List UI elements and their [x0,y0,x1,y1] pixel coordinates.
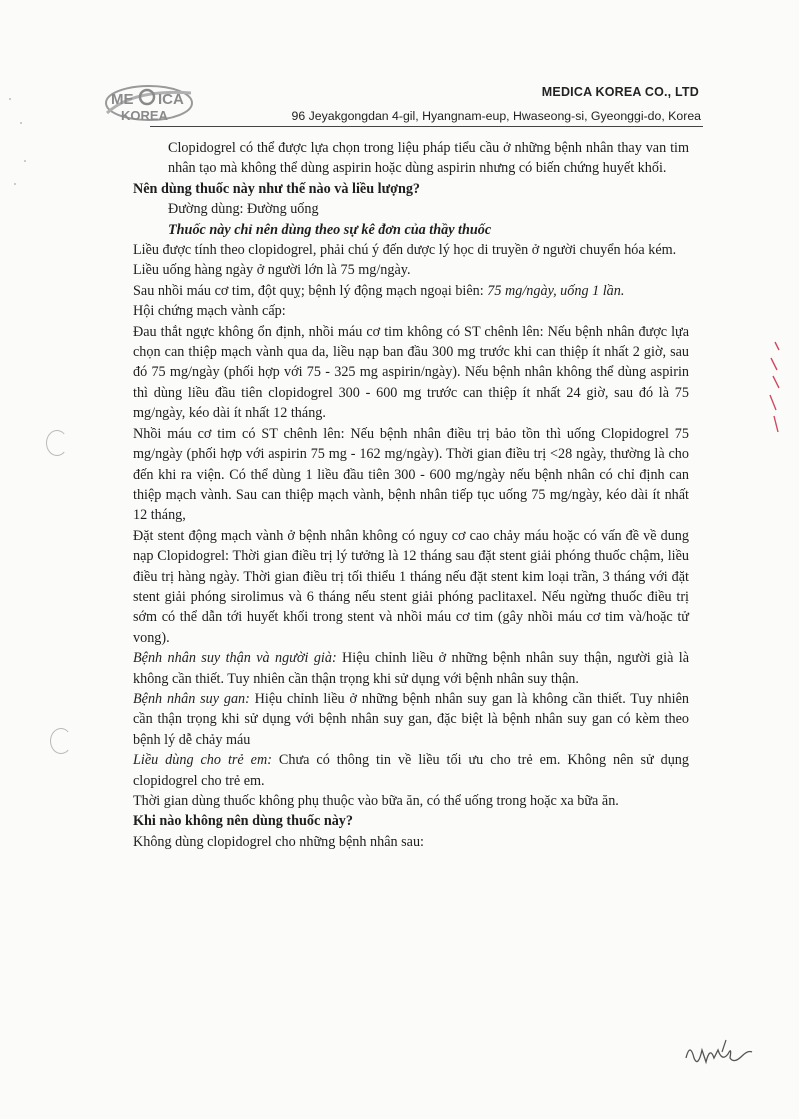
letterhead [0,0,799,130]
company-address: 96 Jeyakgongdan 4-gil, Hyangnam-eup, Hwaseong-si, Gyeonggi-do, Korea [291,109,701,123]
section-heading: Khi nào không nên dùng thuốc này? [133,813,353,830]
italic-run: Bệnh nhân suy thận và người già: [133,650,337,667]
punch-hole [46,430,68,456]
paragraph [133,750,689,791]
scan-speck [9,98,11,100]
company-name: MEDICA KOREA CO., LTD [541,85,699,99]
svg-text:ICA: ICA [158,91,184,108]
stamp-edge-mark [767,340,783,435]
scan-speck [24,160,26,162]
italic-run: Bệnh nhân suy gan: [133,690,250,707]
handwritten-initials [682,1028,754,1072]
paragraph: Nhồi máu cơ tim có ST chênh lên: Nếu bệnh nhân điều trị bảo tồn thì uống Clopidogrel 75 mg/ngày (phối hợp với aspirin 75 mg - 162 mg/ngày). Thời gian điều trị <28 ngày, thường là cho đến khi ra viện. Có thể dùng 1 liều đầu tiên 300 - 600 mg/ngày nếu bệnh nhân có chỉ định can thiệp mạch vành. Sau can thiệp mạch vành, bệnh nhân tiếp tục uống 75 mg/ngày, kéo dài ít nhất 12 tháng, [133,425,689,524]
prescription-note: Thuốc này chỉ nên dùng theo sự kê đơn của thầy thuốc [168,221,492,238]
paragraph: Đau thắt ngực không ổn định, nhồi máu cơ tim không có ST chênh lên: Nếu bệnh nhân được lựa chọn can thiệp mạch vành qua da, liều nạp ban đầu 300 mg trước khi can thiệp ít nhất 2 giờ, sau đó 75 mg/ngày (phối hợp với 75 - 325 mg aspirin/ngày). Nếu bệnh nhân không thể dùng aspirin thì dùng liều đầu tiên clopidogrel 300 - 600 mg trước can thiệp ít nhất 24 giờ, sau đó là 75 mg/ngày, kéo dài ít nhất 12 tháng. [133,323,689,422]
text-run: Hiệu chỉnh liều ở những bệnh nhân suy gan là không cần thiết. Tuy nhiên cần thận trọng khi sử dụng với bệnh nhân suy gan, đặc biệt là bệnh nhân suy gan có kèm theo bệnh lý dễ chảy máu [133,690,689,748]
paragraph [133,648,689,689]
section-heading: Nên dùng thuốc này như thế nào và liều lượng? [133,180,421,197]
paragraph: Clopidogrel có thể được lựa chọn trong liệu pháp tiểu cầu ở những bệnh nhân thay van tim nhân tạo mà không thể dùng aspirin hoặc dùng aspirin nhưng có biến chứng huyết khối. [168,140,689,177]
svg-text:KOREA: KOREA [121,108,168,123]
header-divider [150,126,703,127]
paragraph: Đặt stent động mạch vành ở bệnh nhân không có nguy cơ cao chảy máu hoặc có vấn đề về dung nạp Clopidogrel: Thời gian điều trị lý tưởng là 12 tháng sau đặt stent giải phóng thuốc chậm, liều điều trị hàng ngày. Thời gian điều trị tối thiểu 1 tháng nếu đặt stent kim loại trần, 3 tháng với đặt stent giải phóng sirolimus và 6 tháng nếu stent giải phóng paclitaxel. Nếu ngừng thuốc điều trị sớm có thể dẫn tới huyết khối trong stent và nhồi máu cơ tim (gây nhồi máu cơ tim và/hoặc tử vong). [133,527,689,646]
paragraph [133,689,689,750]
paragraph: Hội chứng mạch vành cấp: [133,303,286,320]
paragraph: Liều uống hàng ngày ở người lớn là 75 mg/ngày. [133,262,411,279]
route-line: Đường dùng: Đường uống [168,201,319,218]
paragraph: Thời gian dùng thuốc không phụ thuộc vào bữa ăn, có thể uống trong hoặc xa bữa ăn. [133,793,619,809]
italic-run: Liều dùng cho trẻ em: [133,752,272,769]
text-run: Chưa có thông tin về liều tối ưu cho trẻ em. Không nên sử dụng clopidogrel cho trẻ em. [133,752,689,789]
document-body [133,138,689,852]
paragraph: Liều được tính theo clopidogrel, phải chú ý đến dược lý học di truyền ở người chuyển hóa kém. [133,242,677,259]
text-run: Hiệu chỉnh liều ở những bệnh nhân suy thận, người già là không cần thiết. Tuy nhiên cần thận trọng khi sử dụng với bệnh nhân suy thận. [133,650,689,687]
svg-text:ME: ME [111,91,134,108]
italic-run: 75 mg/ngày, uống 1 lần. [487,282,625,299]
scan-speck [14,183,16,185]
paragraph: Không dùng clopidogrel cho những bệnh nhân sau: [133,833,424,850]
punch-hole [50,728,72,754]
paragraph [133,281,689,301]
text-run: Sau nhồi máu cơ tim, đột quỵ; bệnh lý động mạch ngoại biên: [133,282,488,299]
medica-korea-logo [103,83,195,125]
scan-speck [20,122,22,124]
